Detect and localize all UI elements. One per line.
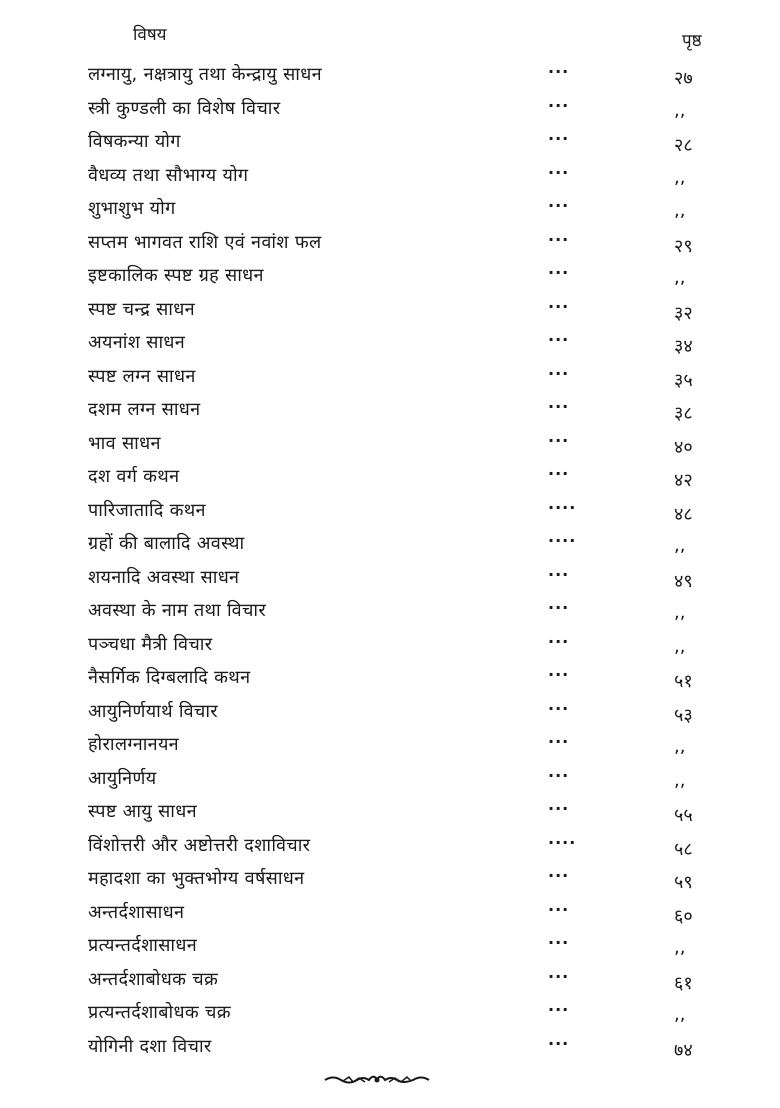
toc-entry-page: २९ <box>674 235 693 257</box>
toc-entry-leader: .... <box>548 828 577 848</box>
toc-entry-page: ५८ <box>674 838 693 860</box>
toc-entry-leader: ... <box>548 728 570 747</box>
toc-entry-title: स्पष्ट चन्द्र साधन <box>88 298 195 320</box>
toc-entry-title: अयनांश साधन <box>88 332 186 353</box>
toc-entry-leader: ... <box>548 359 570 379</box>
toc-entry-leader: ... <box>548 996 570 1015</box>
toc-entry-page: ६० <box>674 905 693 927</box>
toc-entry-page: ३२ <box>674 302 693 324</box>
toc-entry-page: ५९ <box>674 872 693 893</box>
toc-entry <box>0 458 780 492</box>
toc-entry-page: २७ <box>674 68 693 89</box>
toc-entry-title: विषकन्या योग <box>88 131 181 152</box>
toc-entry-title: ग्रहों की बालादि अवस्था <box>88 533 245 554</box>
toc-entry-leader: ... <box>548 326 570 345</box>
toc-entry-page: ५३ <box>674 704 693 726</box>
toc-entry-title: सप्तम भागवत राशि एवं नवांश फल <box>88 231 322 253</box>
toc-entry-leader: ... <box>548 460 570 479</box>
toc-entry-page: ,, <box>674 769 686 791</box>
toc-entry-page: ३४ <box>674 336 693 357</box>
toc-entry <box>0 1028 780 1062</box>
toc-entry-leader: ... <box>548 694 570 714</box>
toc-entry-page: ,, <box>674 635 686 657</box>
toc-entry-leader: ... <box>548 661 570 680</box>
toc-entry-page: २८ <box>674 135 693 156</box>
toc-entry-page: ५५ <box>674 805 693 826</box>
toc-entry-title: लग्नायु, नक्षत्रायु तथा केन्द्रायु साधन <box>88 64 322 85</box>
toc-entry-leader: ... <box>548 895 570 915</box>
toc-entry-leader: ... <box>548 393 570 412</box>
toc-entry-title: पारिजातादि कथन <box>88 499 206 521</box>
toc-entry-title: अन्तर्दशाबोधक चक्र <box>88 968 219 990</box>
toc-entry-page: ६१ <box>674 972 693 994</box>
toc-entry <box>0 894 780 928</box>
toc-entry-leader: ... <box>548 627 570 647</box>
toc-entry-page: ४८ <box>674 503 693 525</box>
toc-entry-leader: ... <box>548 962 570 982</box>
toc-entry-leader: ... <box>548 259 570 278</box>
toc-entry-leader: ... <box>548 125 570 144</box>
toc-entry-title: विंशोत्तरी और अष्टोत्तरी दशाविचार <box>88 834 311 856</box>
toc-entry <box>0 760 780 794</box>
toc-entry <box>0 592 780 626</box>
toc-entry-title: अन्तर्दशासाधन <box>88 901 185 923</box>
toc-entry <box>0 827 780 861</box>
toc-entry-title: योगिनी दशा विचार <box>88 1035 212 1057</box>
toc-entry <box>0 994 780 1028</box>
toc-entry <box>0 224 780 258</box>
toc-entry-leader: ... <box>548 929 570 948</box>
toc-entry-title: इष्टकालिक स्पष्ट ग्रह साधन <box>88 265 264 286</box>
toc-entry-page: ,, <box>674 99 686 121</box>
toc-entry <box>0 291 780 325</box>
toc-entry <box>0 659 780 693</box>
toc-entry-page: ४० <box>674 436 693 458</box>
toc-entry <box>0 324 780 358</box>
toc-entry-title: आयुनिर्णय <box>88 767 157 789</box>
toc-entry-title: भाव साधन <box>88 432 161 454</box>
toc-entry <box>0 123 780 157</box>
toc-entry-title: स्त्री कुण्डली का विशेष विचार <box>88 97 281 119</box>
toc-entry-page: ३५ <box>674 369 693 391</box>
toc-entry-title: शुभाशुभ योग <box>88 198 176 219</box>
toc-entry-leader: ... <box>548 862 570 881</box>
toc-entry <box>0 860 780 894</box>
toc-entry-page: ४९ <box>674 570 693 592</box>
toc-entry-leader: .... <box>548 493 577 513</box>
toc-entry-title: दश वर्ग कथन <box>88 466 180 487</box>
toc-entry-leader: ... <box>548 594 570 613</box>
toc-entry-leader: ... <box>548 58 570 77</box>
toc-entry <box>0 961 780 995</box>
toc-entry-leader: ... <box>548 292 570 312</box>
toc-entry-page: ५१ <box>674 671 693 692</box>
toc-entry-page: ,, <box>674 736 686 757</box>
toc-entry-page: ,, <box>674 602 686 623</box>
toc-entry-leader: ... <box>548 91 570 111</box>
toc-entry <box>0 525 780 559</box>
toc-entry-page: ४२ <box>674 470 693 491</box>
toc-entry <box>0 190 780 224</box>
toc-entry-leader: ... <box>548 795 570 814</box>
toc-entry-leader: ... <box>548 225 570 245</box>
toc-entry-title: महादशा का भुक्तभोग्य वर्षसाधन <box>88 868 305 889</box>
toc-entry <box>0 90 780 124</box>
toc-entry-leader: ... <box>548 192 570 211</box>
toc-entry-page: ,, <box>674 200 686 221</box>
toc-entry <box>0 358 780 392</box>
toc-entry-title: होरालग्नानयन <box>88 734 179 755</box>
toc-entry <box>0 492 780 526</box>
toc-list <box>0 56 780 1061</box>
toc-entry-title: वैधव्य तथा सौभाग्य योग <box>88 164 249 186</box>
toc-entry-page: ३८ <box>674 403 693 424</box>
ornament-divider <box>323 1072 431 1086</box>
toc-entry <box>0 726 780 760</box>
toc-entry-leader: ... <box>548 426 570 446</box>
toc-entry-title: नैसर्गिक दिग्बलादि कथन <box>88 667 251 688</box>
toc-entry <box>0 927 780 961</box>
toc-entry <box>0 391 780 425</box>
toc-entry-leader: ... <box>548 1029 570 1049</box>
toc-entry-title: प्रत्यन्तर्दशासाधन <box>88 935 198 956</box>
subject-column-heading: विषय <box>133 25 167 45</box>
toc-entry-leader: ... <box>548 560 570 580</box>
toc-entry-leader: ... <box>548 761 570 781</box>
toc-entry-page: ,, <box>674 267 686 288</box>
toc-entry-title: शयनादि अवस्था साधन <box>88 566 240 588</box>
toc-entry <box>0 793 780 827</box>
toc-entry <box>0 257 780 291</box>
toc-entry-title: स्पष्ट आयु साधन <box>88 801 197 822</box>
toc-entry-page: ७४ <box>674 1039 693 1061</box>
toc-entry <box>0 693 780 727</box>
toc-entry <box>0 56 780 90</box>
toc-entry-title: पञ्चधा मैत्री विचार <box>88 633 213 655</box>
toc-entry-title: स्पष्ट लग्न साधन <box>88 365 196 387</box>
toc-entry-title: आयुनिर्णयार्थ विचार <box>88 700 218 722</box>
toc-entry <box>0 626 780 660</box>
toc-entry-title: दशम लग्न साधन <box>88 399 201 420</box>
toc-header <box>0 22 780 52</box>
page-column-heading: पृष्ठ <box>682 31 702 51</box>
toc-entry-page: ,, <box>674 1004 686 1025</box>
toc-entry-title: प्रत्यन्तर्दशाबोधक चक्र <box>88 1002 231 1023</box>
toc-entry-leader: ... <box>548 158 570 178</box>
toc-entry <box>0 157 780 191</box>
toc-entry-title: अवस्था के नाम तथा विचार <box>88 600 267 621</box>
toc-entry <box>0 559 780 593</box>
toc-entry-page: ,, <box>674 535 686 556</box>
toc-entry-page: ,, <box>674 937 686 958</box>
toc-entry-leader: .... <box>548 527 577 546</box>
toc-entry-page: ,, <box>674 166 686 188</box>
toc-entry <box>0 425 780 459</box>
